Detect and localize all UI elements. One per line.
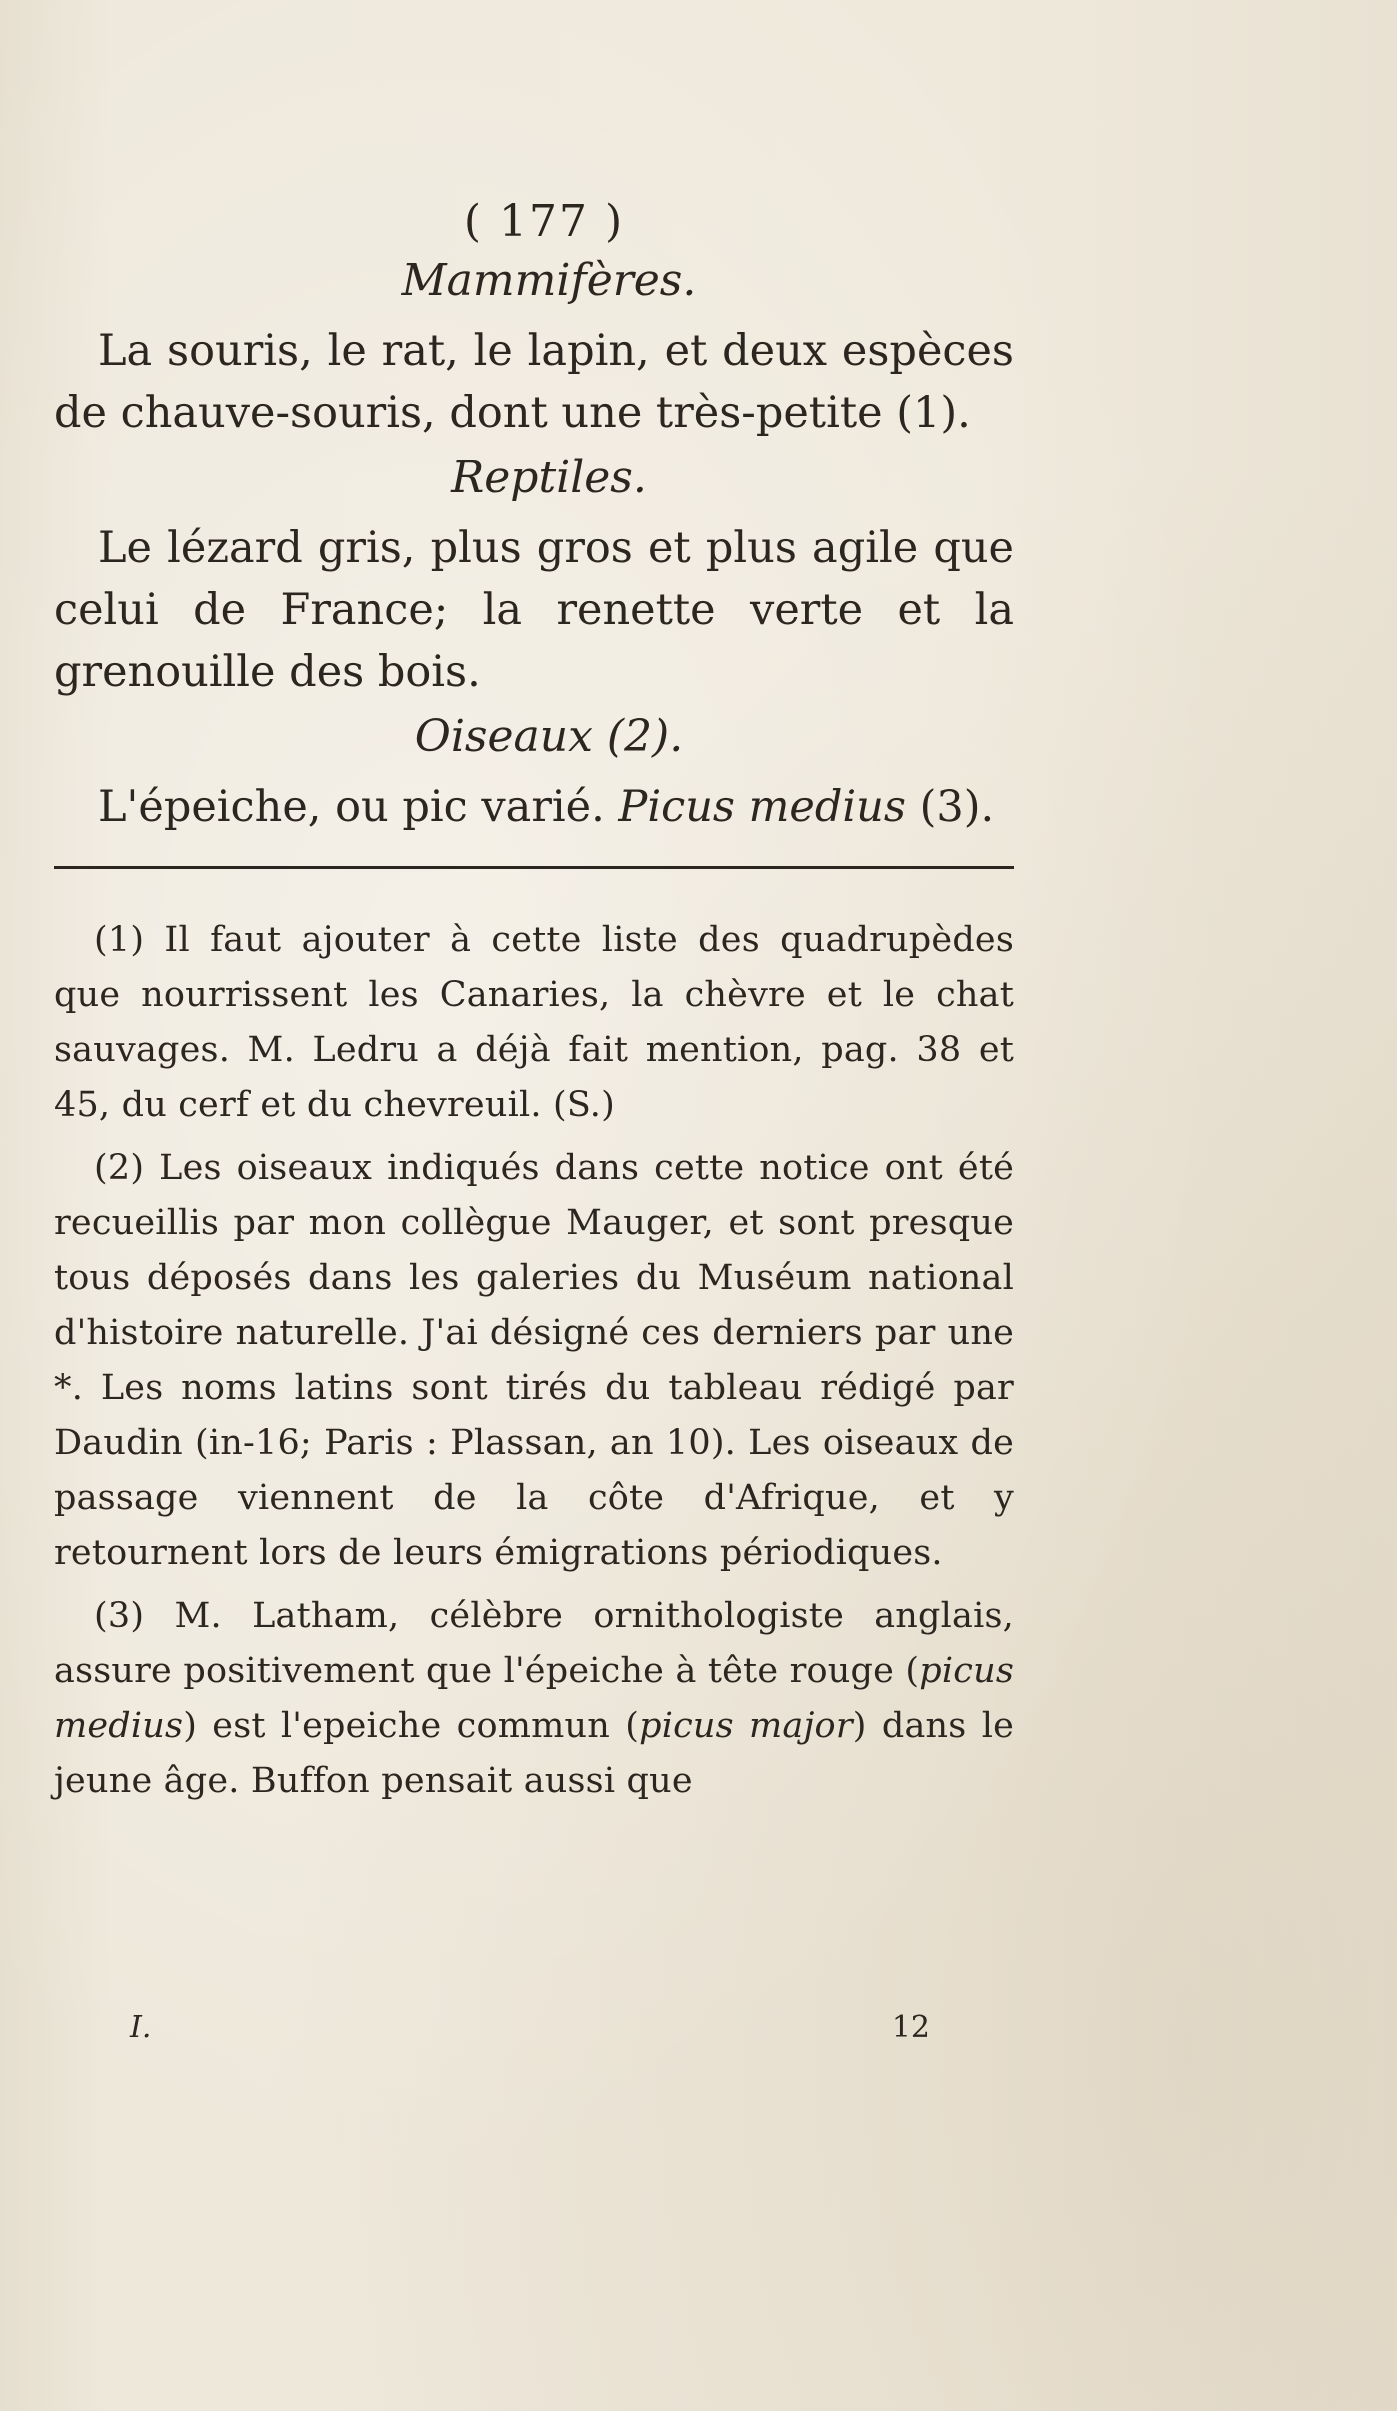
footnote-3-latin1: picus medius (54, 1651, 1014, 1746)
signature-volume: I. (130, 2010, 152, 2045)
footnote-3-latin2: picus major (639, 1706, 853, 1746)
footnote-rule (54, 866, 1014, 869)
heading-mammiferes: Mammifères. (401, 255, 697, 306)
paragraph-oiseaux (54, 776, 1014, 838)
footnote-3 (54, 1589, 1014, 1809)
footnote-3-part1: (3) M. Latham, célèbre ornithologiste anglais, assure positivement que l'épeiche à tête rouge ( (54, 1596, 1014, 1691)
oiseaux-note-ref: (3). (919, 782, 995, 832)
footnote-3-part3: ) dans le jeune âge. Buffon pensait aussi que (54, 1706, 1015, 1801)
paragraph-reptiles: Le lézard gris, plus gros et plus agile que celui de France; la renette verte et la grenouille des bois. (54, 523, 1014, 697)
latin-name: Picus medius (618, 782, 906, 832)
heading-reptiles: Reptiles. (451, 452, 647, 503)
footnote-2: (2) Les oiseaux indiqués dans cette notice ont été recueillis par mon collègue Mauger, et sont presque tous déposés dans les galeries du Muséum national d'histoire naturelle. J'ai désigné ces derniers par une *. Les noms latins sont tirés du tableau rédigé par Daudin (in-16; Paris : Plassan, an 10). Les oiseaux de passage viennent de la côte d'Afrique, et y retournent lors de leurs émigrations périodiques. (54, 1148, 1014, 1573)
text-block (54, 196, 1014, 1817)
footnote-1: (1) Il faut ajouter à cette liste des quadrupèdes que nourrissent les Canaries, la chèvre et le chat sauvages. M. Ledru a déjà fait mention, pag. 38 et 45, du cerf et du chevreuil. (S.) (54, 920, 1014, 1125)
footnote-3-part2: ) est l'epeiche commun ( (183, 1706, 640, 1746)
paragraph-mammiferes: La souris, le rat, le lapin, et deux espèces de chauve-souris, dont une très-petite (1). (54, 326, 1014, 438)
heading-oiseaux: Oiseaux (2). (414, 711, 684, 762)
signature-gathering: 12 (891, 2010, 930, 2045)
oiseaux-text: L'épeiche, ou pic varié. (98, 782, 605, 832)
page-number: ( 177 ) (463, 196, 625, 247)
